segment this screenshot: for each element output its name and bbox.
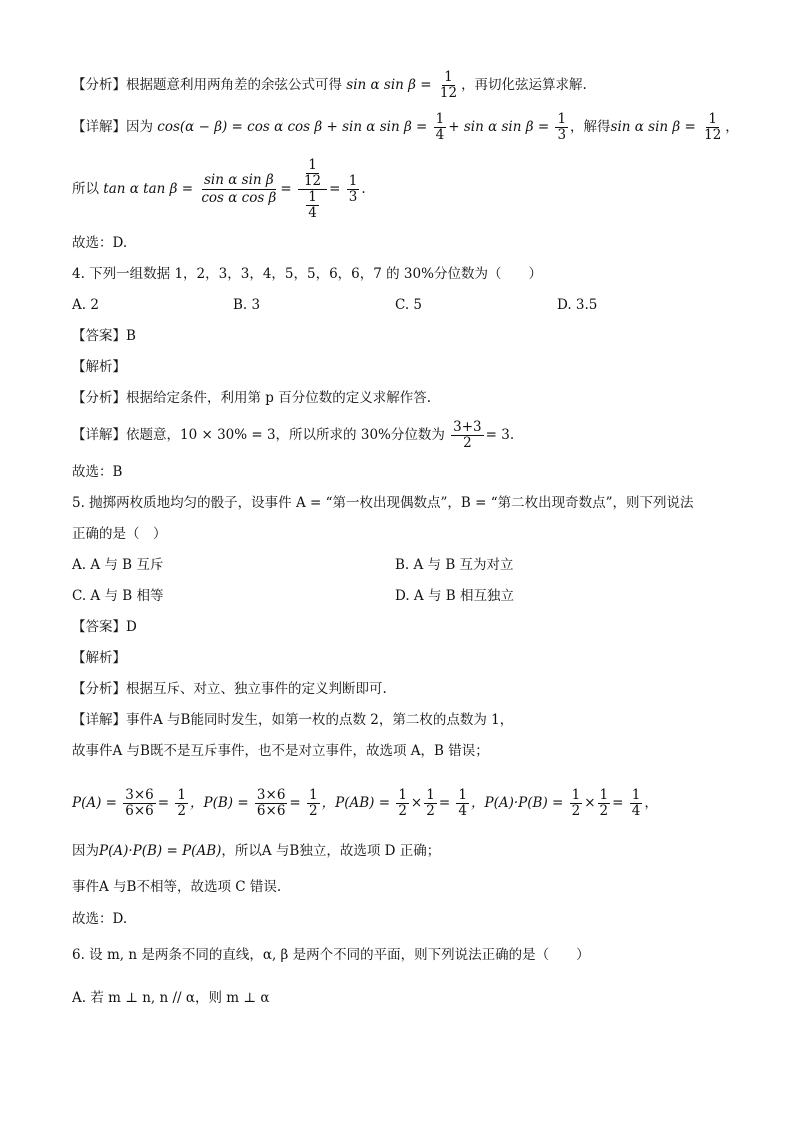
q4-stem: 4. 下列一组数据 1，2，3，3，4，5，5，6，6，7 的 30%分位数为（ ） bbox=[72, 266, 542, 282]
q4-option-c: C. 5 bbox=[395, 297, 423, 313]
fraction: $\frac{1}{3}$ bbox=[348, 173, 358, 205]
q5-detail: 【详解】事件A 与B能同时发生，如第一枚的点数 2，第二枚的点数为 1， bbox=[72, 712, 514, 728]
math-expr: tan α tan β = bbox=[103, 181, 194, 197]
q5-stem-2: 正确的是（ ） bbox=[72, 526, 167, 542]
fraction: $\frac{1}{2}$ bbox=[177, 787, 186, 819]
q3-detail-line bbox=[72, 112, 739, 143]
q3-so-line bbox=[72, 158, 366, 221]
fraction: $\frac{3\times 6}{6\times 6}$ bbox=[256, 787, 286, 819]
math-expr: sin α sin β = bbox=[346, 77, 432, 93]
compound-fraction: $\frac{\frac{1}{12}}{\frac{1}{4}}$ bbox=[298, 158, 327, 221]
fraction: $\frac{3\times 6}{6\times 6}$ bbox=[125, 787, 154, 819]
q5-option-b: B. A 与 B 互为对立 bbox=[395, 557, 514, 573]
q5-option-c: C. A 与 B 相等 bbox=[72, 588, 164, 604]
fraction: $\frac{1}{4}$ bbox=[458, 787, 468, 819]
math-expr: + sin α sin β = bbox=[448, 119, 550, 135]
fraction: $\frac{1}{2}$ bbox=[571, 787, 581, 819]
detail-end: ， bbox=[725, 119, 739, 135]
q4-analysis: 【分析】根据给定条件，利用第 p 百分位数的定义求解作答. bbox=[72, 390, 432, 406]
equals: = bbox=[280, 181, 292, 197]
equals: = bbox=[329, 181, 341, 197]
q4-option-d: D. 3.5 bbox=[557, 297, 598, 313]
fraction: $\frac{\text{sin α sin β}}{\text{cos α cos β}}$ bbox=[201, 172, 277, 206]
so-end: . bbox=[361, 181, 366, 197]
fraction: $\frac{1}{12}$ bbox=[704, 111, 722, 143]
detail-label: 【详解】 bbox=[72, 119, 126, 135]
q5-line5: 事件A 与B不相等，故选项 C 错误. bbox=[72, 879, 282, 895]
fraction: $\frac{1}{2}$ bbox=[599, 787, 609, 819]
q5-jiexi: 【解析】 bbox=[72, 650, 126, 666]
math-expr: cos(α − β) = cos α cos β + sin α sin β = bbox=[157, 119, 428, 135]
analysis-tail: ，再切化弦运算求解. bbox=[461, 77, 587, 93]
fraction: $\frac{1}{2}$ bbox=[309, 787, 318, 819]
so-text: 所以 bbox=[72, 181, 99, 197]
analysis-text: 根据题意利用两角差的余弦公式可得 bbox=[126, 77, 342, 93]
q4-option-b: B. 3 bbox=[233, 297, 261, 313]
fraction: $\frac{1}{2}$ bbox=[398, 787, 407, 819]
analysis-label: 【分析】 bbox=[72, 77, 126, 93]
q5-option-d: D. A 与 B 相互独立 bbox=[395, 588, 514, 604]
q5-stem-1: 5. 抛掷两枚质地均匀的骰子，设事件 A = “第一枚出现偶数点”，B = “第二枚出现奇数点”，则下列说法 bbox=[72, 495, 694, 511]
q6-stem: 6. 设 m, n 是两条不同的直线，α, β 是两个不同的平面，则下列说法正确的是（ ） bbox=[72, 947, 590, 963]
q4-option-a: A. 2 bbox=[72, 297, 99, 313]
q3-analysis-line bbox=[72, 70, 587, 101]
q4-jiexi: 【解析】 bbox=[72, 359, 126, 375]
q5-answer-line: 故选：D. bbox=[72, 911, 128, 927]
fraction: $\frac{1}{2}$ bbox=[426, 787, 435, 819]
q3-answer-line: 故选：D. bbox=[72, 235, 128, 251]
fraction: $\frac{1}{12}$ bbox=[439, 69, 458, 101]
q6-option-a: A. 若 m ⊥ n, n // α，则 m ⊥ α bbox=[72, 990, 270, 1006]
q4-answer-line: 故选：B bbox=[72, 464, 123, 480]
fraction: $\frac{1}{4}$ bbox=[631, 787, 641, 819]
q5-line2: 故事件A 与B既不是互斥事件，也不是对立事件，故选项 A，B 错误； bbox=[72, 743, 489, 759]
fraction: $\frac{1}{4}$ bbox=[435, 111, 445, 143]
q5-answer: 【答案】D bbox=[72, 619, 137, 635]
q5-probability-line: P(A) = $\frac{3\times 6}{6\times 6}$ = $\frac{1}{2}$ ，P(B) = $\frac{3\times 6}{6\times 6}$ = $\frac{1}{2}$ ，P(AB) = $\frac{1}{2}$ × $\frac{1}{2}$ = $\frac{1}{4}$ ，P(A)·P(B) = $\frac{1}{2}$ × $\frac{1}{2}$ = $\frac{1}{4}$ ， bbox=[72, 787, 658, 819]
q5-analysis: 【分析】根据互斥、对立、独立事件的定义判断即可. bbox=[72, 681, 387, 697]
detail-mid: ，解得 bbox=[570, 119, 611, 135]
math-expr: sin α sin β = bbox=[610, 119, 696, 135]
detail-pre: 因为 bbox=[126, 119, 153, 135]
fraction: $\frac{1}{3}$ bbox=[557, 111, 567, 143]
q4-detail: 【详解】依题意，10 × 30% = 3，所以所求的 30%分位数为 $\frac{3+3}{2}$ = 3. bbox=[72, 419, 515, 451]
q5-option-a: A. A 与 B 互斥 bbox=[72, 557, 164, 573]
q5-line4: 因为P(A)·P(B) = P(AB)，所以A 与B独立，故选项 D 正确； bbox=[72, 843, 441, 859]
q4-answer: 【答案】B bbox=[72, 328, 136, 344]
fraction: $\frac{3+3}{2}$ bbox=[453, 419, 482, 451]
